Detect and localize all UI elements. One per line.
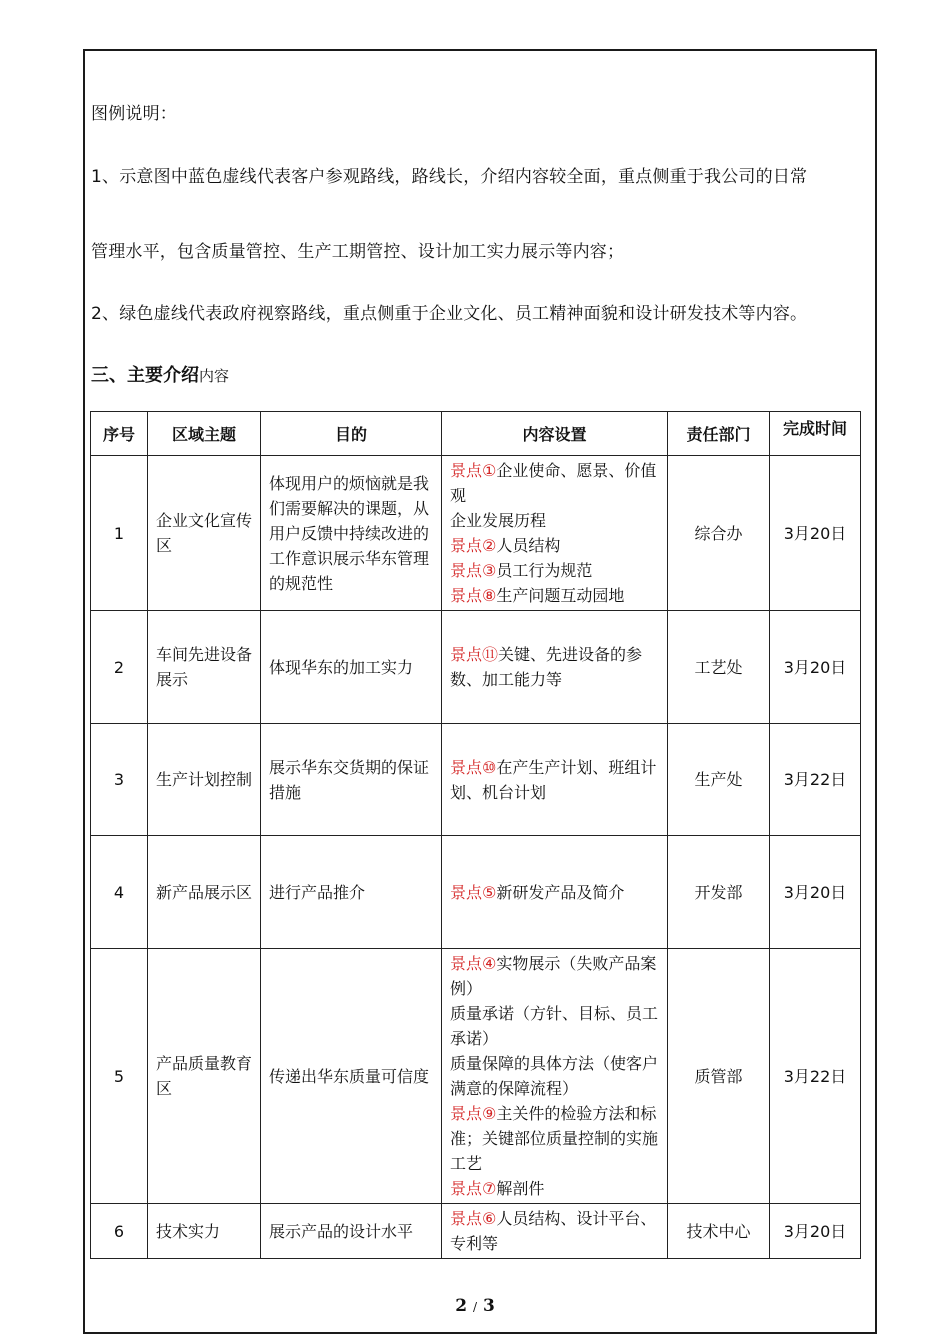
spot-marker: 景点③ (450, 561, 497, 580)
section-heading (91, 364, 229, 388)
table-row (91, 724, 861, 836)
row-area: 技术实力 (148, 1204, 261, 1259)
table-header-row (91, 412, 861, 456)
spot-marker: 景点⑨ (450, 1104, 497, 1123)
table-row (91, 1204, 861, 1259)
spot-marker: 景点⑥ (450, 1209, 497, 1228)
row-purpose: 体现华东的加工实力 (261, 611, 442, 724)
legend-item-1-line-2: 管理水平，包含质量管控、生产工期管控、设计加工实力展示等内容； (91, 242, 625, 262)
spot-marker: 景点⑤ (450, 882, 497, 902)
header-date: 完成时间 (770, 412, 861, 456)
header-dept: 责任部门 (668, 412, 770, 456)
row-dept: 综合办 (668, 456, 770, 611)
row-dept: 开发部 (668, 836, 770, 949)
row-date: 3月20日 (770, 456, 861, 611)
row-area: 企业文化宣传区 (148, 456, 261, 611)
row-purpose: 展示华东交货期的保证措施 (261, 724, 442, 836)
row-purpose: 传递出华东质量可信度 (261, 949, 442, 1204)
row-area: 新产品展示区 (148, 836, 261, 949)
content-text: 实物展示（失败产品案例） (450, 954, 657, 998)
spot-marker: 景点④ (450, 954, 497, 973)
row-content (442, 611, 668, 724)
content-text: 在产生产计划、班组计划、机台计划 (450, 757, 657, 802)
page-total: 3 (482, 1296, 495, 1316)
content-text: 人员结构、设计平台、专利等 (450, 1209, 657, 1253)
row-dept: 技术中心 (668, 1204, 770, 1259)
content-text: 质量承诺（方针、目标、员工承诺） (450, 1004, 659, 1048)
row-date: 3月22日 (770, 724, 861, 836)
row-no: 3 (91, 724, 148, 836)
content-item (450, 1209, 656, 1253)
content-text: 生产问题互动园地 (496, 586, 625, 605)
row-date: 3月20日 (770, 611, 861, 724)
spot-marker: 景点② (450, 536, 497, 555)
legend-title: 图例说明： (91, 104, 177, 124)
legend-item-2: 2、绿色虚线代表政府视察路线，重点侧重于企业文化、员工精神面貌和设计研发技术等内容。 (91, 304, 808, 324)
row-purpose: 体现用户的烦恼就是我们需要解决的课题，从用户反馈中持续改进的工作意识展示华东管理的规范性 (261, 456, 442, 611)
row-no: 5 (91, 949, 148, 1204)
row-date: 3月20日 (770, 836, 861, 949)
content-item (450, 458, 659, 508)
content-text: 关键、先进设备的参数、加工能力等 (450, 645, 643, 689)
page-number (0, 1296, 950, 1316)
table-row (91, 836, 861, 949)
page-current: 2 (455, 1296, 468, 1316)
content-item (450, 758, 656, 802)
page-separator: / (472, 1300, 478, 1314)
spot-marker: 景点⑧ (450, 586, 497, 605)
row-purpose: 展示产品的设计水平 (261, 1204, 442, 1259)
content-text: 质量保障的具体方法（使客户满意的保障流程） (450, 1054, 659, 1098)
content-item (450, 645, 642, 689)
content-text: 新研发产品及简介 (496, 882, 625, 902)
spot-marker: 景点① (450, 461, 497, 480)
row-no: 4 (91, 836, 148, 949)
spot-marker: 景点⑩ (450, 757, 497, 777)
row-no: 2 (91, 611, 148, 724)
header-purpose: 目的 (261, 412, 442, 456)
header-no: 序号 (91, 412, 148, 456)
content-item (450, 558, 659, 583)
row-no: 6 (91, 1204, 148, 1259)
row-content (442, 949, 668, 1204)
content-item (450, 1001, 659, 1051)
content-item (450, 1101, 659, 1176)
table-row (91, 611, 861, 724)
row-content (442, 1204, 668, 1259)
content-item (450, 1176, 659, 1201)
header-area: 区域主题 (148, 412, 261, 456)
intro-table (90, 411, 861, 1259)
content-item (450, 951, 659, 1001)
content-text: 员工行为规范 (496, 561, 593, 580)
row-content (442, 456, 668, 611)
content-text: 主关件的检验方法和标准；关键部位质量控制的实施工艺 (450, 1104, 659, 1173)
content-item (450, 533, 659, 558)
section-title: 三、主要介绍 (91, 365, 199, 386)
content-text: 人员结构 (496, 536, 561, 555)
row-purpose: 进行产品推介 (261, 836, 442, 949)
content-text: 企业使命、愿景、价值观 (450, 461, 657, 505)
row-area: 产品质量教育区 (148, 949, 261, 1204)
table-row (91, 456, 861, 611)
row-area: 车间先进设备展示 (148, 611, 261, 724)
row-content (442, 724, 668, 836)
row-area: 生产计划控制 (148, 724, 261, 836)
content-item (450, 508, 659, 533)
content-text: 企业发展历程 (450, 511, 547, 530)
header-content: 内容设置 (442, 412, 668, 456)
legend-item-1-line-1: 1、示意图中蓝色虚线代表客户参观路线，路线长，介绍内容较全面，重点侧重于我公司的日常 (91, 167, 808, 187)
row-content (442, 836, 668, 949)
row-dept: 质管部 (668, 949, 770, 1204)
content-item (450, 883, 624, 902)
spot-marker: 景点⑦ (450, 1179, 497, 1198)
content-item (450, 1051, 659, 1101)
row-dept: 生产处 (668, 724, 770, 836)
row-dept: 工艺处 (668, 611, 770, 724)
content-item (450, 583, 659, 608)
table-row (91, 949, 861, 1204)
section-title-suffix: 内容 (199, 367, 230, 385)
row-no: 1 (91, 456, 148, 611)
spot-marker: 景点⑪ (450, 645, 499, 664)
row-date: 3月22日 (770, 949, 861, 1204)
row-date: 3月20日 (770, 1204, 861, 1259)
content-text: 解剖件 (496, 1179, 545, 1198)
